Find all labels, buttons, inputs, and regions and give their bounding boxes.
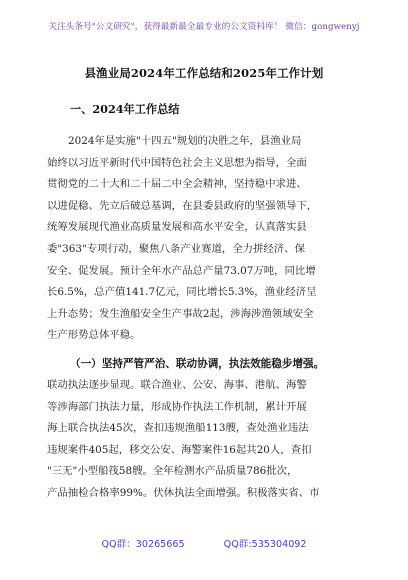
paragraph-line: 安全、促发展。预计全年水产品总产量73.07万吨，同比增 [47, 264, 316, 277]
watermark-banner: 关注头条号"公文研究"，获得最新最全最专业的公文资料库！ 微信：gongwenyj [48, 22, 360, 32]
paragraph-summary [47, 131, 357, 347]
paragraph-line: 统筹发展现代渔业高质量发展和高水平安全，认真落实县 [47, 221, 307, 234]
footer-contact [0, 536, 408, 550]
paragraph-enforcement [47, 375, 357, 505]
paragraph-line: 违规案件405起，移交公安、海警案件16起共20人，查扣 [47, 443, 312, 456]
paragraph-line: 联动执法逐步显现。联合渔业、公安、海事、港航、海警 [47, 379, 307, 391]
paragraph-line: "三无"小型船筏58艘。全年检测水产品质量786批次， [47, 465, 298, 478]
document-title: 县渔业局2024年工作总结和2025年工作计划 [84, 66, 324, 80]
paragraph-line: 2024年是实施"十四五"规划的决胜之年，县渔业局 [68, 135, 302, 147]
paragraph-line: 贯彻党的二十大和二十届二中全会精神，坚持稳中求进、 [47, 178, 307, 191]
footer-qq-group-2: QQ群:535304092 [223, 539, 307, 550]
section-heading: 一、2024年工作总结 [70, 102, 180, 116]
paragraph-line: 上升态势；发生渔船安全生产事故2起，涉海涉渔领域安全 [47, 307, 314, 320]
paragraph-line: 生产形势总体平稳。 [47, 329, 141, 342]
paragraph-line: 委"363"专项行动，聚焦八条产业赛道，全力拼经济、保 [47, 242, 305, 255]
subsection-heading: （一）坚持严管严治、联动协调，执法效能稳步增强。 [70, 358, 325, 370]
paragraph-line: 始终以习近平新时代中国特色社会主义思想为指导，全面 [47, 156, 307, 169]
paragraph-line: 长6.5%，总产值141.7亿元，同比增长5.3%，渔业经济呈 [47, 286, 317, 299]
footer-qq-group-1: QQ群：30265665 [101, 539, 185, 550]
paragraph-line: 产品抽检合格率99%。伏休执法全面增强。积极落实省、市 [47, 486, 320, 499]
paragraph-line: 等涉海部门执法力量，形成协作执法工作机制，累计开展 [47, 400, 307, 413]
paragraph-line: 海上联合执法45次，查扣违规渔船113艘，查处渔业违法 [47, 422, 309, 435]
paragraph-line: 以进促稳、先立后破总基调，在县委县政府的坚强领导下， [47, 199, 318, 212]
